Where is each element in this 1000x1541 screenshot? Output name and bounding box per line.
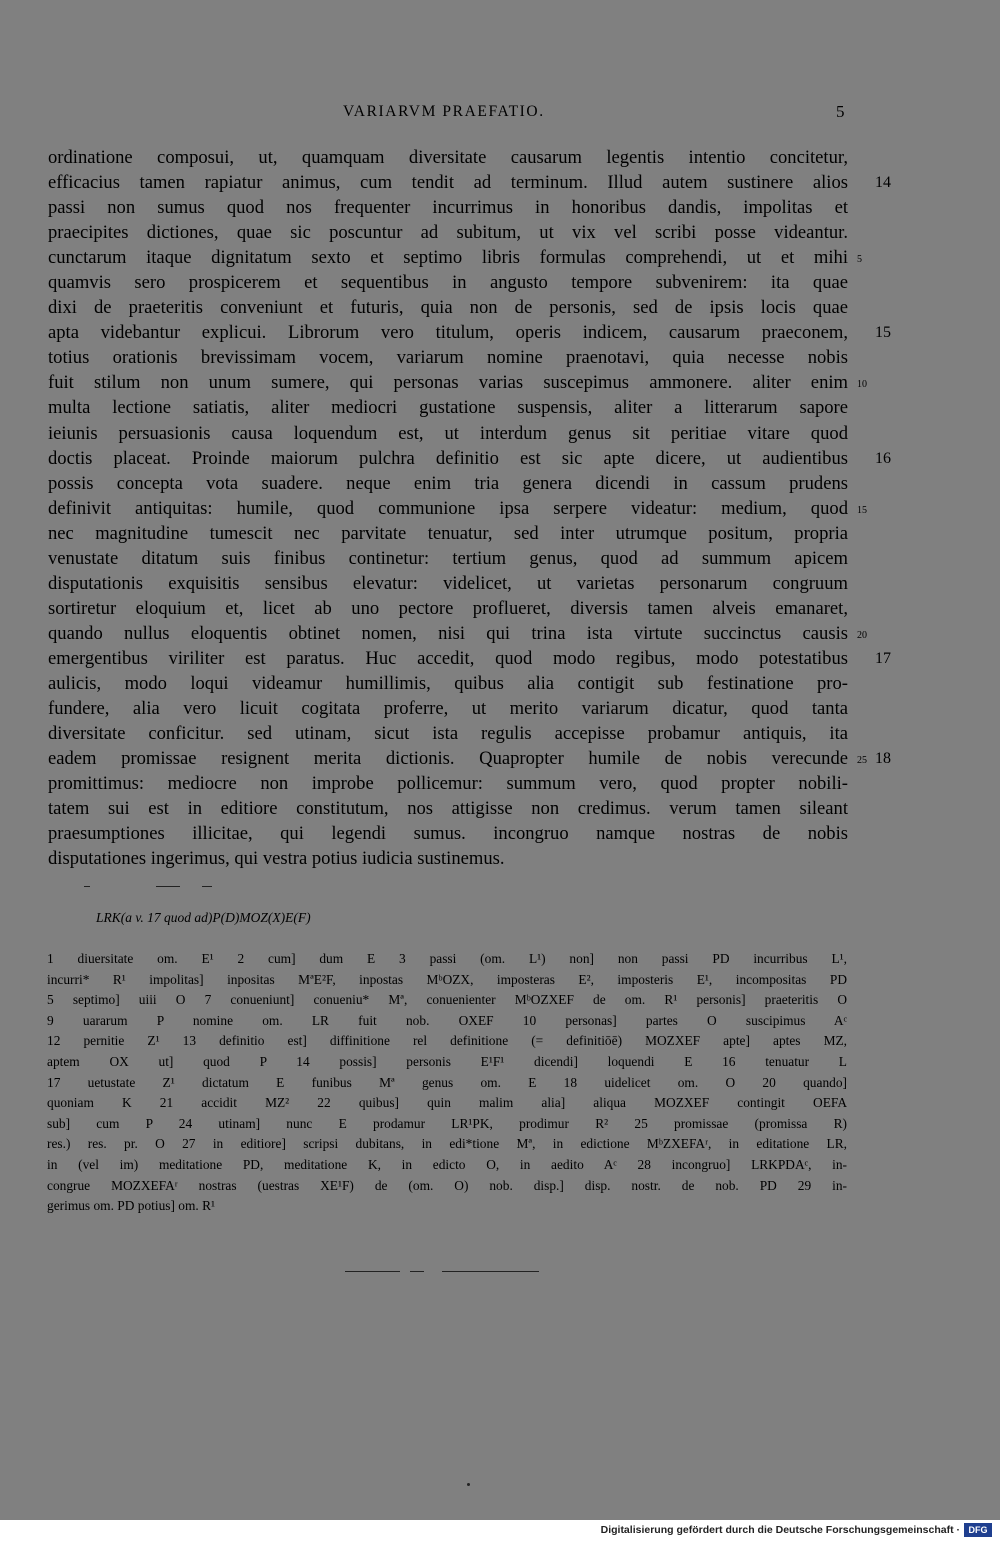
line-text: eadem promissae resignent merita dictionis. Quapropter humile de nobis verecunde <box>48 748 848 770</box>
apparatus-line: 1 diuersitate om. E¹ 2 cum] dum E 3 passi (om. L¹) non] non passi PD incurribus L¹, <box>47 951 847 966</box>
footer-bar <box>0 1520 1000 1541</box>
line-text: fundere, alia vero licuit cogitata proferre, ut merito variarum dicatur, quod tanta <box>48 698 848 720</box>
line-text: disputationes ingerimus, qui vestra potius iudicia sustinemus. <box>48 848 505 870</box>
text-line <box>48 145 848 170</box>
section-number: 17 <box>875 649 891 667</box>
line-number: 20 <box>857 629 867 641</box>
text-line <box>48 395 848 420</box>
text-line <box>48 621 867 646</box>
apparatus-line: 5 septimo] uiii O 7 conueniunt] conueniu* Mª, conuenienter MᵇOZXEF de om. R¹ personis] praeteritis O <box>47 992 847 1008</box>
line-text: sortiretur eloquium et, licet ab uno pectore proflueret, diversis tamen alveis emanaret, <box>48 597 848 619</box>
text-line <box>48 521 848 546</box>
line-text: doctis placeat. Proinde maiorum pulchra definitio est sic apte dicere, ut audientibus <box>48 447 848 469</box>
end-rule <box>345 1271 400 1272</box>
line-number: 25 <box>857 755 867 767</box>
running-title: VARIARVM PRAEFATIO. <box>343 103 545 120</box>
line-text: apta videbantur explicui. Librorum vero titulum, operis indicem, causarum praeconem, <box>48 322 848 344</box>
text-line <box>48 421 848 446</box>
text-line <box>48 846 848 871</box>
section-number: 16 <box>875 449 891 467</box>
text-line <box>48 571 848 596</box>
funding-notice: Digitalisierung gefördert durch die Deutsche Forschungsgemeinschaft · <box>600 1524 960 1536</box>
running-head <box>0 103 1000 125</box>
page-dot <box>467 1483 470 1486</box>
line-text: diversitate conficitur. sed utinam, sicut ista regulis accepisse probamur antiquis, ita <box>48 723 848 745</box>
text-line <box>48 195 848 220</box>
line-text: passi non sumus quod nos frequenter incurrimus in honoribus dandis, impolitas et <box>48 197 848 219</box>
apparatus-line: gerimus om. PD potius] om. R¹ <box>47 1198 216 1214</box>
text-line <box>48 596 848 621</box>
text-line <box>48 220 848 245</box>
apparatus-line: sub] cum P 24 utinam] nunc E prodamur LR¹PK, prodimur R² 25 promissae (promissa R) <box>47 1115 847 1131</box>
main-text <box>48 145 891 871</box>
line-number: 10 <box>857 379 867 391</box>
text-line <box>48 746 891 771</box>
line-number: 5 <box>857 254 862 266</box>
section-number: 14 <box>875 174 891 192</box>
line-number: 15 <box>857 504 867 516</box>
apparatus-line: incurri* R¹ impolitas] inpositas MªE²F, inpostas MᵇOZX, imposteras E², imposteris E¹, incompositas PD <box>47 971 847 987</box>
text-line <box>48 771 848 796</box>
end-rule <box>442 1271 539 1272</box>
text-line <box>48 446 891 471</box>
apparatus-line: quoniam K 21 accidit MZ² 22 quibus] quin malim alia] aliqua MOZXEF contingit OEFA <box>47 1095 847 1111</box>
line-text: praecipites dictiones, quae sic poscuntur ad subitum, ut vix vel scribi posse videantur. <box>48 222 848 244</box>
text-line <box>48 471 848 496</box>
text-line <box>48 546 848 571</box>
section-number: 18 <box>875 750 891 768</box>
line-text: disputationis exquisitis sensibus elevatur: videlicet, ut varietas personarum congruum <box>48 572 848 594</box>
line-text: possis concepta vota suadere. neque enim tria genera dicendi in cassum prudens <box>48 472 848 494</box>
section-number: 15 <box>875 324 891 342</box>
page-number: 5 <box>836 102 845 121</box>
line-text: quamvis sero prospicerem et sequentibus in angusto tempore subvenirem: ita quae <box>48 272 848 294</box>
apparatus-line: aptem OX ut] quod P 14 possis] personis E¹F¹ dicendi] loquendi E 16 tenuatur L <box>47 1053 847 1069</box>
line-text: dixi de praeteritis conveniunt et futuris, quia non de personis, sed de ipsis locis quae <box>48 297 848 319</box>
line-text: tatem sui est in editiore constitutum, nos attigisse non credimus. verum tamen sileant <box>48 798 848 820</box>
line-text: efficacius tamen rapiatur animus, cum tendit ad terminum. Illud autem sustinere alios <box>48 172 848 194</box>
line-text: quando nullus eloquentis obtinet nomen, nisi qui trina ista virtute succinctus causis <box>48 622 848 644</box>
apparatus-line: in (vel im) meditatione PD, meditatione K, in edicto O, in aedito Aᶜ 28 incongruo] LRKPDAᶜ, in- <box>47 1156 847 1172</box>
line-text: venustate ditatum suis finibus continetur: tertium genus, quod ad summum apicem <box>48 547 848 569</box>
text-line <box>48 245 862 270</box>
critical-apparatus <box>47 949 847 1217</box>
line-text: emergentibus viriliter est paratus. Huc accedit, quod modo regibus, modo potestatibus <box>48 647 848 669</box>
end-rule <box>410 1271 424 1272</box>
line-text: ordinatione composui, ut, quamquam diversitate causarum legentis intentio concitetur, <box>48 147 848 168</box>
text-line <box>48 496 867 521</box>
apparatus-line: 9 uararum P nomine om. LR fuit nob. OXEF 10 personas] partes O suscipimus Aᶜ <box>47 1012 847 1028</box>
line-text: fuit stilum non unum sumere, qui personas varias suscepimus ammonere. aliter enim <box>48 372 848 394</box>
line-text: cunctarum itaque dignitatum sexto et septimo libris formulas comprehendi, ut et mihi <box>48 247 848 269</box>
text-line <box>48 370 867 395</box>
text-line <box>48 295 848 320</box>
text-line <box>48 796 848 821</box>
text-line <box>48 320 891 345</box>
text-line <box>48 821 848 846</box>
text-line <box>48 696 848 721</box>
line-text: multa lectione satiatis, aliter mediocri gustatione suspensis, aliter a litterarum sapore <box>48 397 848 419</box>
line-text: totius orationis brevissimam vocem, variarum nomine praenotavi, quia necesse nobis <box>48 347 848 369</box>
line-text: ieiunis persuasionis causa loquendum est, ut interdum genus sit peritiae vitare quod <box>48 422 848 444</box>
line-text: promittimus: mediocre non improbe pollicemur: summum vero, quod propter nobili- <box>48 773 848 795</box>
separator-rule <box>84 886 214 888</box>
text-line <box>48 646 891 671</box>
line-text: aulicis, modo loqui videamur humillimis, quibus alia contigit sub festinatione pro- <box>48 672 848 694</box>
text-line <box>48 170 891 195</box>
line-text: nec magnitudine tumescit nec parvitate tenuatur, sed inter utrumque positum, propria <box>48 522 848 544</box>
line-text: praesumptiones illicitae, qui legendi sumus. incongruo namque nostras de nobis <box>48 823 848 845</box>
line-text: definivit antiquitas: humile, quod communione ipsa serpere videatur: medium, quod <box>48 497 848 519</box>
text-line <box>48 721 848 746</box>
text-line <box>48 345 848 370</box>
apparatus-line: congrue MOZXEFAʳ nostras (uestras XE¹F) de (om. O) nob. disp.] disp. nostr. de nob. PD 29 in- <box>47 1177 847 1193</box>
apparatus-line: 12 pernitie Z¹ 13 definitio est] diffinitione rel definitione (= definitiōē) MOZXEF apte] aptes MZ, <box>47 1033 847 1049</box>
manuscript-sigla: LRK(a v. 17 quod ad)P(D)MOZ(X)E(F) <box>96 910 311 925</box>
apparatus-line: 17 uetustate Z¹ dictatum E funibus Mª genus om. E 18 uidelicet om. O 20 quando] <box>47 1074 847 1090</box>
text-line <box>48 671 848 696</box>
text-line <box>48 270 848 295</box>
apparatus-line: res.) res. pr. O 27 in editiore] scripsi dubitans, in edi*tione Mª, in edictione MᵇZXEFAʳ, in editatione LR, <box>47 1136 847 1152</box>
dfg-logo: DFG <box>964 1523 992 1537</box>
